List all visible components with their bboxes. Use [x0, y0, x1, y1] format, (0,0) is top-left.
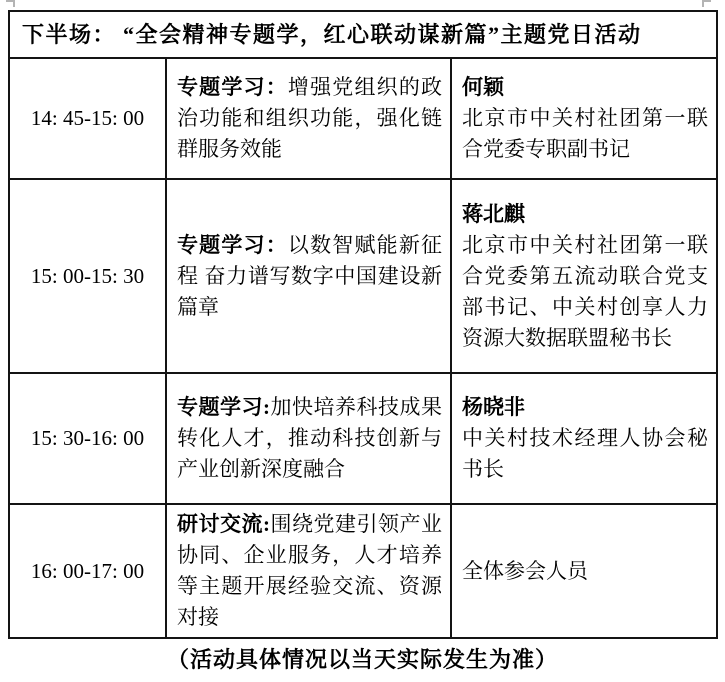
table-title: 下半场： “全会精神专题学，红心联动谋新篇”主题党日活动 [9, 11, 717, 58]
disclaimer-note: （活动具体情况以当天实际发生为准） [166, 647, 558, 672]
topic-cell [166, 373, 451, 504]
table-row [9, 58, 717, 179]
speaker-title: 北京市中关村社团第一联合党委专职副书记 [462, 106, 709, 161]
topic-label: 专题学习： [177, 75, 288, 99]
time-cell: 16: 00-17: 00 [9, 504, 166, 638]
time-cell: 14: 45-15: 00 [9, 58, 166, 179]
topic-text: 以数智赋能新征程 奋力谱写数字中国建设新篇章 [177, 232, 443, 319]
topic-label: 专题学习： [177, 232, 288, 257]
table-row [9, 504, 717, 638]
topic-cell [166, 179, 451, 373]
table-handle-mark-right [702, 0, 711, 7]
time-cell: 15: 00-15: 30 [9, 179, 166, 373]
speaker-title: 北京市中关村社团第一联合党委第五流动联合党支部书记、中关村创享人力资源大数据联盟秘书长 [462, 232, 709, 350]
topic-cell [166, 504, 451, 638]
topic-label: 专题学习: [177, 395, 270, 419]
speaker-name: 何颖 [462, 75, 504, 99]
time-cell: 15: 30-16: 00 [9, 373, 166, 504]
topic-text: 围绕党建引领产业协同、企业服务，人才培养等主题开展经验交流、资源对接 [177, 512, 442, 629]
agenda-table [8, 10, 718, 639]
speaker-title: 全体参会人员 [462, 558, 588, 583]
table-header-row [9, 11, 717, 58]
topic-cell [166, 58, 451, 179]
speaker-title: 中关村技术经理人协会秘书长 [462, 426, 709, 481]
table-row [9, 179, 717, 373]
table-handle-mark-left [6, 0, 15, 7]
topic-text: 增强党组织的政治功能和组织功能，强化链群服务效能 [177, 75, 443, 161]
speaker-cell [451, 58, 717, 179]
speaker-name: 杨晓非 [462, 395, 525, 419]
speaker-cell [451, 504, 717, 638]
speaker-name: 蒋北麒 [462, 201, 525, 226]
speaker-cell [451, 179, 717, 373]
topic-text: 加快培养科技成果转化人才，推动科技创新与产业创新深度融合 [177, 395, 442, 481]
table-row [9, 373, 717, 504]
topic-label: 研讨交流: [177, 512, 270, 536]
speaker-cell [451, 373, 717, 504]
